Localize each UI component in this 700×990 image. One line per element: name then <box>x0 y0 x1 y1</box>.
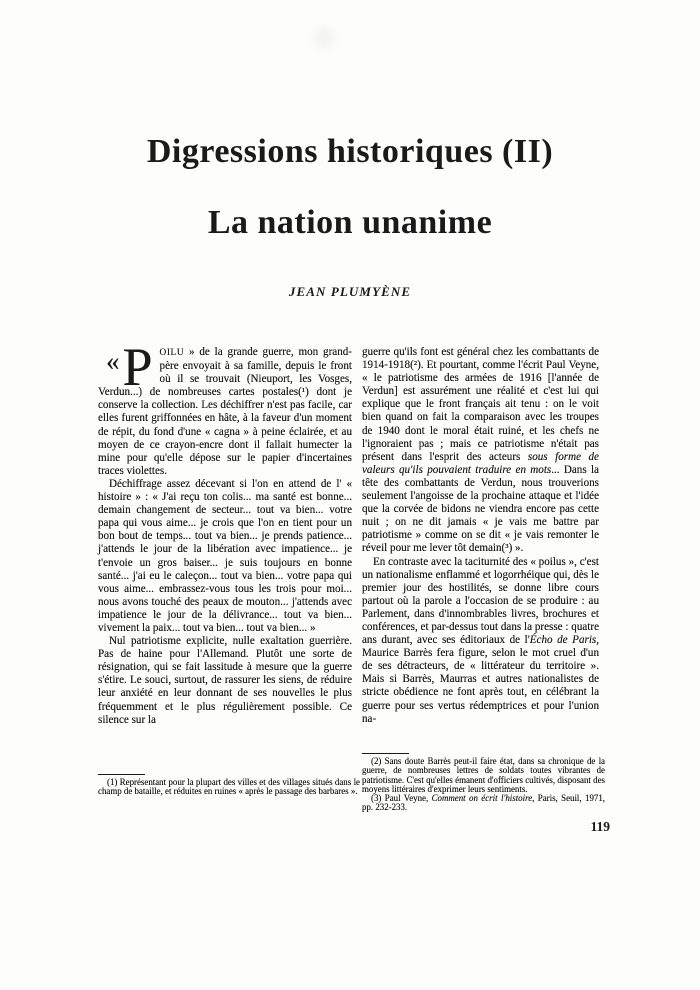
paragraph-text: En contraste avec la taciturnité des « poilus », c'est un nationalisme enflammé et logorrhéique qui, dès le premier jour des hostilités, se donne libre cours partout où la parole a l'occasion de se produire : au Parlement, dans d'innombrables livres, brochures et conférences, et par-dessus tout dans la presse : quatre ans durant, avec ses éditoriaux de l' <box>362 555 599 647</box>
footnote-2: (2) Sans doute Barrès peut-il faire état, dans sa chronique de la guerre, de nombreuses lettres de soldats toutes vibrantes de patriotisme. C'est qu'elles émanent d'officiers cultivés, disposant des moyens littéraires d'exprimer leurs sentiments. <box>362 756 605 794</box>
italic-phrase: sous forme de valeurs qu'ils pouvaient traduire en mots <box>362 450 599 476</box>
italic-journal-name: Écho de Paris <box>529 634 597 647</box>
dropcap-letter: P <box>122 337 153 397</box>
scan-smudge <box>314 27 334 49</box>
paragraph: Déchiffrage assez décevant si l'on en attend de l' « histoire » : « J'ai reçu ton colis... ma santé est bonne... demain changement de secteur... tout va bien... votre papa qui vous aime... je crois que l'on en tient pour un bon bout de temps... tout va bien... je prends patience... j'attends le jour de la libération avec impatience... je t'envoie un gros baiser... je suis toujours en bonne santé... j'ai eu le caleçon... tout va bien... votre papa qui vous aime... embrassez-vous tous les trois pour moi... nous avons touché des peaux de mouton... j'attends avec impatience le jour de la délivrance... tout va bien... vivement la paix... tout va bien... tout va bien... » <box>98 477 352 634</box>
italic-book-title: Comment on écrit l'histoire <box>431 793 533 804</box>
footnote-rule <box>98 774 145 775</box>
paragraph-text: , Maurice Barrès fera figure, selon le mot cruel d'un de ses détracteurs, de « littérateur du territoire ». Mais si Barrès, Maurras et autres nationalistes de stricte obédience ne font après tout, en célébrant la guerre pour ses vertus rédemptrices et pour l'union na- <box>362 634 600 725</box>
page-number: 119 <box>590 819 610 834</box>
paragraph-opening <box>98 337 352 478</box>
text-column-left <box>98 337 352 727</box>
paragraph <box>362 556 599 726</box>
footnote-block-left <box>98 774 360 797</box>
footnote-text: (3) Paul Veyne, <box>371 793 432 804</box>
smallcaps-word: OILU <box>159 348 185 358</box>
paragraph: Nul patriotisme explicite, nulle exaltation guerrière. Pas de haine pour l'Allemand. Plutôt une sorte de résignation, qui se fait lassitude à mesure que la guerre s'étire. Le souci, surtout, de rassurer les siens, de réduire leur anxiété en leur donnant de ses nouvelles le plus fréquemment et le plus régulièrement possible. Ce silence sur la <box>98 635 352 726</box>
article-title-line2: La nation unanime <box>207 204 493 241</box>
paragraph <box>362 346 599 556</box>
footnote-rule <box>362 753 409 754</box>
author-byline: JEAN PLUMYÈNE <box>288 284 412 299</box>
opening-guillemet: « <box>106 346 118 376</box>
paragraph-text: ... Dans la tête des combattants de Verdun, nous trouverions seulement l'angoisse de la prochaine attaque et l'idée que la corvée de bidons ne viendra encore pas cette nuit ; on ne dit jamais « je vais me battre par patriotisme » comme on se dit « je vais remonter le réveil pour me lever tôt demain(³) ». <box>362 463 599 555</box>
paragraph-text: guerre qu'ils font est général chez les combattants de 1914-1918(²). Et pourtant, comme l'écrit Paul Veyne, « le patriotisme des armées de 1916 [l'année de Verdun] est assurément une réalité et c'est lui qui explique que le front français ait tenu : on le voit bien quand on fait la comparaison avec les troupes de 1940 dont le moral était ruiné, et les chefs ne l'ignoraient pas ; mais ce patriotisme n'était pas présent dans l'esprit des acteurs <box>362 346 599 463</box>
paragraph-text: » de la grande guerre, mon grand-père envoyait à sa famille, depuis le front où il se trouvait (Nieuport, les Vosges, Verdun...) de nombreuses cartes postales(¹) dont je conserve la collection. Les déchiffrer n'est pas facile, car elles furent griffonnées en hâte, à la faveur d'un moment de répit, du fond d'une « cagna » à peine éclairée, et au moyen de ce crayon-encre dont il fallait humecter la mine pour qu'elle dépose sur le papier d'incertaines traces violettes. <box>98 346 352 477</box>
footnote-block-right <box>362 753 605 813</box>
dropcap-group <box>106 337 153 397</box>
footnote-1: (1) Représentant pour la plupart des villes et des villages situés dans le champ de bataille, et réduites en ruines « après le passage des barbares ». <box>98 777 360 797</box>
footnote-text: , Paris, Seuil, 1971, pp. 232-233. <box>362 793 605 813</box>
article-title-line1: Digressions historiques (II) <box>146 133 554 170</box>
text-column-right <box>362 346 599 726</box>
footnote-3 <box>362 794 605 813</box>
